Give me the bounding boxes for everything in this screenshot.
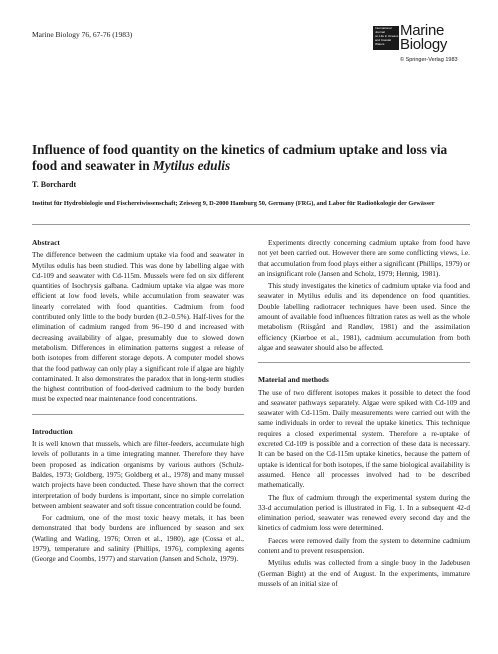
logo-title-line-1: Marine <box>400 22 445 39</box>
journal-logo-mark <box>373 26 399 50</box>
intro-paragraph-1: It is well known that mussels, which are filter-feeders, accumulate high levels of pollutants in a time integrating manner. Therefore they have been proposed as indication organisms by various authors (Schulz-Baldes, 1973; Goldberg, 1975; Goldberg et al., 1978) and many mussel watch projects have been conducted. These have shown that the correct interpretation of body burdens is important, since no simple correlation between ambient seawater and soft tissue concentration could be found. <box>32 439 244 510</box>
right-column <box>258 238 470 591</box>
introduction-heading: Introduction <box>32 426 73 436</box>
left-column <box>32 238 244 567</box>
methods-paragraph-4: Mytilus edulis was collected from a single buoy in the Jadebusen (German Bight) at the end of August. In the experiments, immature mussels of an initial size of <box>258 558 470 588</box>
right-paragraph-2: This study investigates the kinetics of cadmium uptake via food and seawater in Mytilus edulis and its dependence on food quantities. Double labelling radiotracer techniques have been used. Since the amount of available food influences filtration rates as well as the whole metabolism (Riisgård and Randløv, 1981) and the assimilation efficiency (Kiørboe et al., 1981), cadmium accumulation from both algae and seawater should also be affected. <box>258 281 470 352</box>
abstract-heading: Abstract <box>32 238 60 247</box>
title-species: Mytilus edulis <box>152 158 231 173</box>
section-divider <box>32 414 244 415</box>
intro-paragraph-2: For cadmium, one of the most toxic heavy metals, it has been demonstrated that body burdens are influenced by season and sex (Watling and Watling, 1976; Orren et al., 1980), age (Cossa et al., 1979), temperature and salinity (Phillips, 1976), complexing agents (George and Coombs, 1977) and starvation (Jansen and Scholz, 1979). <box>32 513 244 564</box>
logo-title-line-2: Biology <box>400 36 448 53</box>
right-paragraph-1: Experiments directly concerning cadmium uptake from food have not yet been carried out. However there are some conflicting views, i.e. that accumulation from food plays either a significant (Phillips, 1979) or an insignificant role (Jansen and Scholz, 1979; Hennig, 1981). <box>258 238 470 278</box>
logo-mark-line-1: International Journal <box>375 26 392 34</box>
header-divider <box>32 224 470 225</box>
methods-paragraph-2: The flux of cadmium through the experimental system during the 33-d accumulation period is illustrated in Fig. 1. In a subsequent 42-d elimination period, seawater was renewed every second day and the kinetics of cadmium loss were determined. <box>258 492 470 533</box>
methods-paragraph-1: The use of two different isotopes makes it possible to detect the food and seawater pathways separately. Algae were spiked with Cd-109 and seawater with Cd-115m. Daily measurements were carried out with the same individuals in order to reveal the uptake kinetics. This technique requires a closed experimental system. Therefore a re-uptake of excreted Cd-109 is possible and a correction of these data is necessary. It can be based on the Cd-115m uptake kinetics, because the pattern of uptake is identical for both isotopes, if the same biological availability is assumed. Hence all processes involved had to be described mathematically. <box>258 387 470 490</box>
section-divider <box>258 362 470 363</box>
logo-mark-line-2: on Life in Oceans <box>375 34 399 38</box>
journal-logo-title <box>400 24 447 52</box>
abstract-text: The difference between the cadmium uptake via food and seawater in Mytilus edulis has been studied. This was done by labelling algae with Cd-109 and seawater with Cd-115m. Mussels were fed on six different quantities of Isochrysis galbana. Cadmium uptake via algae was more efficient at low food levels, while accumulation from seawater was linearly correlated with food quantities. Cadmium from food contributed only little to the body burden (0.2–0.5%). Half-lives for the elimination of cadmium ranged from 96–190 d and increased with decreasing availability of algae, presumably due to slowed down metabolism. Differences in elimination patterns suggest a release of both isotopes from different storage depots. A computer model shows that the food pathway can only play a significant role if algae are highly contaminated. It also demonstrates the paradox that in long-term studies the highest contribution of food-derived cadmium to the body burden must be expected near maintenance food concentrations. <box>32 250 244 404</box>
author-affiliation: Institut für Hydrobiologie und Fischereiwissenschaft; Zeisweg 9, D-2000 Hamburg 50, Germany (FRG), and Labor für Radioökologie der Gewässer <box>32 200 435 207</box>
article-title <box>32 142 472 174</box>
title-text: Influence of food quantity on the kinetics of cadmium uptake and loss via food and seawater in <box>32 142 448 173</box>
logo-mark-line-3: and Coastal Waters <box>375 38 392 46</box>
publisher-copyright: © Springer-Verlag 1983 <box>400 57 458 63</box>
journal-reference: Marine Biology 76, 67-76 (1983) <box>32 30 133 39</box>
author-name: T. Borchardt <box>32 180 77 189</box>
journal-logo <box>373 22 469 98</box>
methods-paragraph-3: Faeces were removed daily from the system to determine cadmium content and to prevent resuspension. <box>258 535 470 556</box>
methods-heading: Material and methods <box>258 375 329 385</box>
